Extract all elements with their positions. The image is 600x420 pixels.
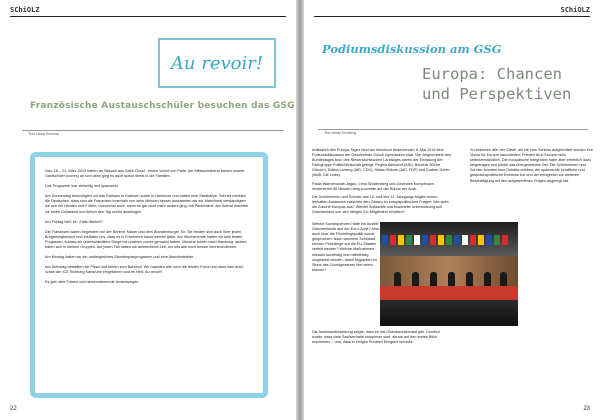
paragraph: So bekamen alle vier Gäste, als sie zum Schluss aufgefordert wurden ihre Vision für Europa darzustellen: Frieden ist in Europa nicht selbstverständlich. Die europäische Integration habe aber erheblich dazu beigetragen und bleibe das übergeordnete Ziel. Die Schülerinnen und Schüler konnten eine Debatte erleben, die spannende inhaltliche und gesprächspolitische Einblicke bot und der erfolgreich zur weiteren Beschäftigung mit den aufgeworfenen Fragen angeregt hat. — [470, 148, 593, 183]
article-subtitle: Französische Austauschschüler besuchen das GSG — [30, 101, 295, 111]
article-title: Au revoir! — [170, 53, 264, 74]
article-kicker: Podiumsdiskussion am GSG — [322, 42, 502, 56]
page-number-left: 22 — [10, 406, 17, 412]
top-rule-left — [10, 16, 286, 17]
paragraph: Am Donnerstag besichtigten wir das Rathaus in Garbsen sowie in Hannover und hatten eine Stadtrallye. Schnell merkten die Deutschen, dass sich die Franzosen innerhalb von zehn Minuten besser auskannten als wir. Manchmal verständigten wir uns mit Händen und Füßen, manchmal auch, wenn es gar nicht mehr anders ging, mit Pantomime. Am Abend machten wir einen Grillabend und ließen den Tag schön ausklingen. — [45, 194, 249, 214]
panelist-silhouette — [466, 272, 473, 286]
paragraph: Anlässlich des Europa-Tages fand am historisch bedeutenden 8. Mai 2015 eine Podiumsdiskussion am Geschwister-Scholl-Gymnasium statt. Vier Abgeordnete des Bundestages bzw. des Niedersächsischen Landtages waren der Einladung der Fachgruppe Politik/Wirtschaft gefolgt: Regina Asendorf (AfD), Bündnis 90/Die Grünen), Editha Lorberg (AfD, CDU), Stefan Birkner (AfD, FDP) und Dorther Dehm (MdB, Die Linke). — [312, 148, 451, 178]
photo-flags — [380, 232, 518, 244]
flag-shape — [462, 235, 468, 245]
flag-shape — [478, 235, 484, 245]
flag-shape — [422, 235, 428, 245]
flag-shape — [382, 235, 388, 245]
heading-line: und Perspektiven — [422, 85, 572, 103]
paragraph: Die Auseinandersetzung zeigte, dass es viel Diskussionsbedarf gibt. Deutlich wurde, dass viele Sachverhalte komplexer sind, als sie auf den ersten Blick erscheinen – und, dass in einigen Punkten Einigkeit herrscht. — [312, 330, 440, 345]
paragraph: Welche Konsequenzen hätte ein Austritt Griechenlands aus der Euro-Zone? Aber auch über die Flüchtlingspolitik wurde gesprochen: Nach welchem Schlüssel können Flüchtlinge auf die EU-Staaten verteilt werden? Welche Maßnahmen müssen kurzfristig und mittelfristig umgesetzt werden, damit Migranten im Sinne des Grundgesetzes hier leben können? — [312, 222, 380, 272]
flag-shape — [438, 235, 444, 245]
spine-gutter — [296, 0, 304, 420]
flag-shape — [454, 235, 460, 245]
column-2 — [470, 148, 594, 187]
panelist-silhouette — [484, 272, 491, 286]
paragraph: Die Schülerinnen und Schüler des 10. und des 11. Jahrgangs folgten einem lebhaften Austausch zwischen den Gästen zu europapolitischen Fragen: Wie sieht die Zukunft Europas aus? Wieviel Solidarität und finanzielle Unterstützung soll Griechenland von den übrigen EU-Mitgliedern erhalten? — [312, 194, 449, 215]
flag-shape — [414, 235, 420, 245]
paragraph: Am Dienstag bestellten wir Pizza und fuhren zum Bahnhof. Wir machten alle noch die letzten Fotos und dann kam auch schon der ICE Richtung Karlsruhe eingefahren und es hieß: Au revoir!! — [45, 265, 244, 275]
author-credit-right: Text Heide Eichberg — [324, 131, 357, 135]
panelist-silhouette — [500, 272, 507, 286]
column-1-bottom — [312, 330, 452, 348]
panelist-silhouette — [394, 272, 401, 286]
paragraph: Vom 18. - 24. März 2015 hatten wir Besuch aus Saint-Cloud - einem Vorort von Paris. Am Mittwochabend kamen unsere Gastschüler (corres) an und dann ging es auch schon direkt in die Familien. — [45, 169, 245, 179]
panel-discussion-photo — [380, 222, 518, 326]
article-frame — [30, 152, 268, 398]
paragraph: Die Franzosen waren begeistert von der Berliner Mauer und dem Brandenburger Tor. Sie freuten sich auch über jeden Bürgerkingbesuch und erklärten uns, dass es in Frankreich kaum welche gäbe. Am Wochenende hatten wir kein festes Programm, sodass wir unterschiedliche Dinge mit unseren corres gemacht haben. Manche fuhren nach Hamburg, andere trafen sich in kleinen Gruppen. Auf jeden Fall hatten wir ausreichend Zeit, um uns alle noch besser kennenzulernen. — [45, 229, 247, 250]
title-box — [158, 38, 276, 88]
page-number-right: 23 — [583, 406, 590, 412]
flag-shape — [470, 235, 476, 245]
running-head-right: SChiOLZ — [560, 6, 590, 14]
flag-shape — [502, 235, 508, 245]
flag-shape — [406, 235, 412, 245]
panelist-silhouette — [430, 272, 437, 286]
panelist-silhouette — [412, 272, 419, 286]
paragraph: Am Montag hatten wir ein umfangreiches Stundenplanprogramm und eine Abschiedsfeier. — [45, 255, 195, 260]
paragraph: Paula Warnemünde-Jagau, Lena Wüstenberg und Johannes Kumpfmann moderierten 90 Minuten lang souverän auf der Bühne der Aula. — [312, 181, 435, 191]
flag-shape — [430, 235, 436, 245]
flag-shape — [486, 235, 492, 245]
article-heading — [422, 64, 592, 104]
flag-shape — [398, 235, 404, 245]
heading-line: Europa: Chancen — [422, 65, 562, 83]
article-body — [45, 169, 251, 291]
photo-audience-floor — [380, 300, 518, 326]
paragraph: Das Programm war vielseitig und spannend. — [45, 184, 119, 189]
running-head-left: SChiOLZ — [10, 6, 40, 14]
right-page — [304, 0, 600, 420]
column-1-narrow — [312, 222, 382, 276]
flag-shape — [494, 235, 500, 245]
column-1-top — [312, 148, 452, 218]
photo-stage-table — [380, 286, 518, 300]
author-rule-left — [22, 130, 284, 131]
author-rule-right — [318, 129, 588, 130]
paragraph: Es gab viele Tränen und herzerwärmende Umarmungen. — [45, 280, 140, 285]
panelist-silhouette — [448, 272, 455, 286]
flag-shape — [446, 235, 452, 245]
top-rule-right — [314, 16, 590, 17]
flag-shape — [390, 235, 396, 245]
paragraph: Am Freitag hieß es: „Hallo Berlin!!!“ — [45, 219, 104, 224]
left-page — [0, 0, 296, 420]
author-credit-left: Text Laura Simonia — [28, 132, 59, 136]
